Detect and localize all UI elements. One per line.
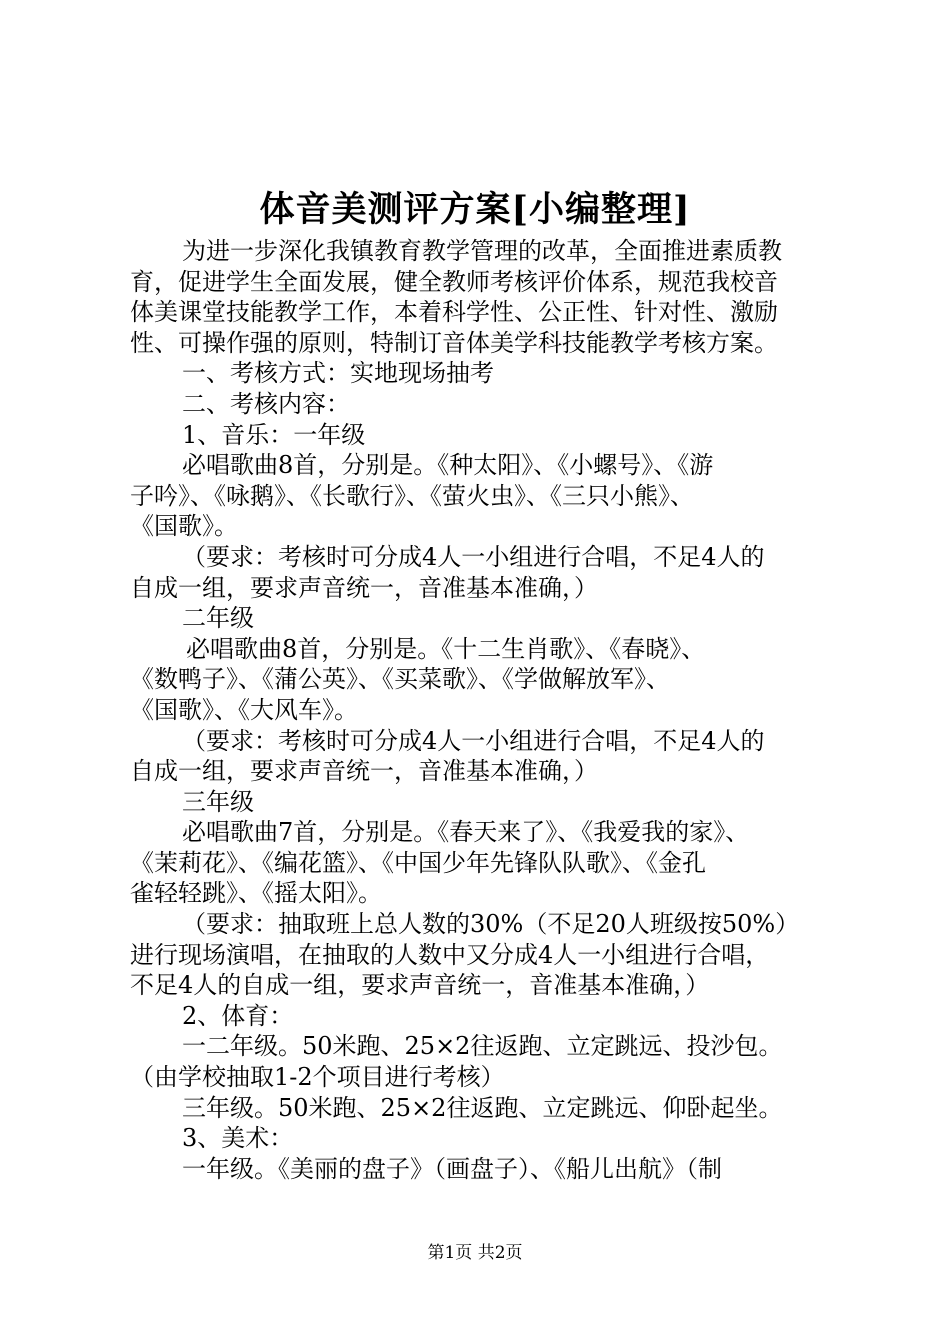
paragraph-line: 性、可操作强的原则，特制订音体美学科技能教学考核方案。: [130, 328, 778, 357]
subsection-heading: 2、体育：: [182, 1001, 294, 1030]
section-heading: 二、考核内容：: [182, 389, 350, 418]
section-heading: 一、考核方式：实地现场抽考: [182, 359, 494, 388]
paragraph-line: 子吟》、《咏鹅》、《长歌行》、《萤火虫》、《三只小熊》、: [130, 481, 694, 510]
paragraph-line: 为进一步深化我镇教育教学管理的改革，全面推进素质教: [182, 237, 782, 265]
paragraph-line: 必唱歌曲7首，分别是。《春天来了》、《我爱我的家》、: [182, 818, 750, 847]
paragraph-line: 进行现场演唱，在抽取的人数中又分成4人一小组进行合唱，: [130, 940, 770, 969]
paragraph-line: 体美课堂技能教学工作，本着科学性、公正性、针对性、激励: [130, 298, 778, 327]
paragraph-line: 《数鸭子》、《蒲公英》、《买菜歌》、《学做解放军》、: [130, 665, 670, 694]
paragraph-line: 一二年级。50米跑、25×2往返跑、立定跳远、投沙包。: [182, 1032, 783, 1061]
paragraph-line: 雀轻轻跳》、《摇太阳》。: [130, 879, 382, 908]
paragraph-line: 必唱歌曲8首，分别是。《十二生肖歌》、《春晓》、: [186, 634, 706, 663]
subsection-heading: 二年级: [182, 604, 254, 633]
paragraph-line: （由学校抽取1-2个项目进行考核）: [130, 1063, 505, 1092]
subsection-heading: 1、音乐：一年级: [182, 420, 366, 449]
page-footer: 第1页 共2页: [427, 1243, 523, 1263]
paragraph-line: （要求：抽取班上总人数的30%（不足20人班级按50%）: [182, 910, 800, 939]
paragraph-line: 自成一组，要求声音统一，音准基本准确，）: [130, 757, 598, 786]
paragraph-line: 育，促进学生全面发展，健全教师考核评价体系，规范我校音: [130, 267, 778, 296]
paragraph-line: 《国歌》。: [130, 512, 238, 541]
document-body: [130, 236, 834, 1184]
paragraph-line: （要求：考核时可分成4人一小组进行合唱，不足4人的: [182, 542, 765, 571]
paragraph-line: 一年级。《美丽的盘子》（画盘子）、《船儿出航》（制: [182, 1154, 722, 1183]
paragraph-line: 自成一组，要求声音统一，音准基本准确，）: [130, 573, 598, 602]
document-title: 体音美测评方案[小编整理]: [259, 189, 691, 230]
paragraph-line: （要求：考核时可分成4人一小组进行合唱，不足4人的: [182, 726, 765, 755]
paragraph-line: 三年级。50米跑、25×2往返跑、立定跳远、仰卧起坐。: [182, 1093, 783, 1122]
subsection-heading: 三年级: [182, 787, 254, 816]
paragraph-line: 《国歌》、《大风车》。: [130, 695, 358, 724]
subsection-heading: 3、美术：: [182, 1124, 294, 1153]
paragraph-line: 必唱歌曲8首，分别是。《种太阳》、《小螺号》、《游: [182, 451, 714, 480]
paragraph-line: 不足4人的自成一组，要求声音统一，音准基本准确，）: [130, 971, 710, 1000]
paragraph-line: 《茉莉花》、《编花篮》、《中国少年先锋队队歌》、《金孔: [130, 848, 706, 877]
